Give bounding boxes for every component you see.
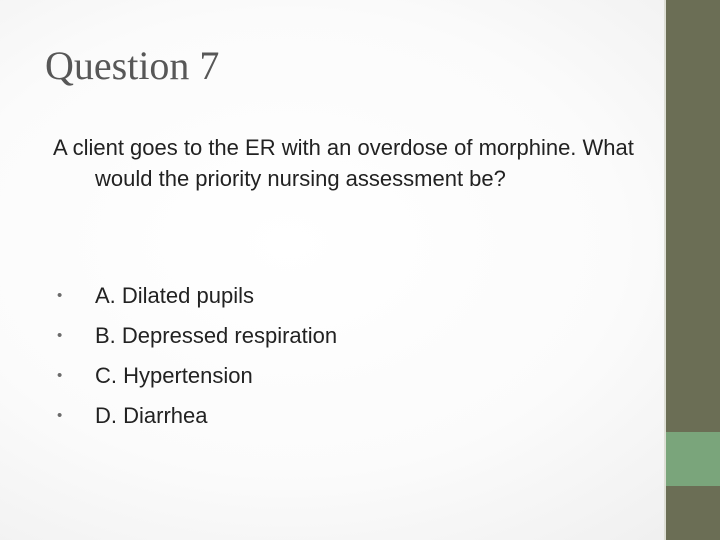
- bullet-icon: •: [57, 407, 63, 424]
- sidebar-accent-block: [666, 432, 720, 486]
- answer-option-d: [53, 400, 613, 440]
- answer-option-label: D. Diarrhea: [95, 403, 208, 428]
- answer-options-list: [53, 280, 613, 440]
- answer-option-label: C. Hypertension: [95, 363, 253, 388]
- question-text: A client goes to the ER with an overdose of morphine. What would the priority nursing assessment be?: [53, 135, 634, 191]
- bullet-icon: •: [57, 327, 63, 344]
- answer-option-a: [53, 280, 613, 320]
- answer-option-label: B. Depressed respiration: [95, 323, 338, 348]
- bullet-icon: •: [57, 367, 63, 384]
- answer-option-c: [53, 360, 613, 400]
- answer-option-label: A. Dilated pupils: [95, 283, 254, 308]
- bullet-icon: •: [57, 287, 63, 304]
- answer-option-b: [53, 320, 613, 360]
- slide-title: Question 7: [45, 43, 220, 88]
